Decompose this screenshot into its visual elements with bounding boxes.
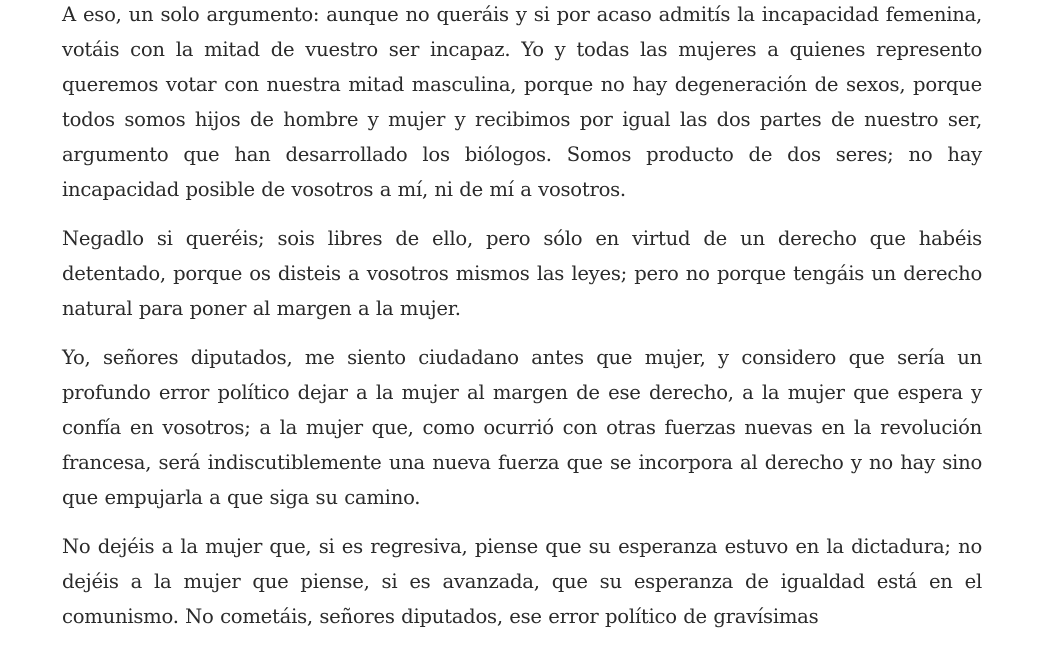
article-body — [62, 0, 982, 648]
paragraph: Negadlo si queréis; sois libres de ello, pero sólo en virtud de un derecho que habéis detentado, porque os disteis a vosotros mismos las leyes; pero no porque tengáis un derecho natural para poner al margen a la mujer. — [62, 227, 982, 320]
paragraph: A eso, un solo argumento: aunque no queráis y si por acaso admitís la incapacidad femenina, votáis con la mitad de vuestro ser incapaz. Yo y todas las mujeres a quienes represento queremos votar con nuestra mitad masculina, porque no hay degeneración de sexos, porque todos somos hijos de hombre y mujer y recibimos por igual las dos partes de nuestro ser, argumento que han desarrollado los biólogos. Somos producto de dos seres; no hay incapacidad posible de vosotros a mí, ni de mí a vosotros. — [62, 3, 982, 201]
paragraph: No dejéis a la mujer que, si es regresiva, piense que su esperanza estuvo en la dictadura; no dejéis a la mujer que piense, si es avanzada, que su esperanza de igualdad está en el comunismo. No cometáis, señores diputados, ese error político de gravísimas — [62, 535, 982, 628]
paragraph: Yo, señores diputados, me siento ciudadano antes que mujer, y considero que sería un profundo error político dejar a la mujer al margen de ese derecho, a la mujer que espera y confía en vosotros; a la mujer que, como ocurrió con otras fuerzas nuevas en la revolución francesa, será indiscutiblemente una nueva fuerza que se incorpora al derecho y no hay sino que empujarla a que siga su camino. — [62, 346, 982, 509]
